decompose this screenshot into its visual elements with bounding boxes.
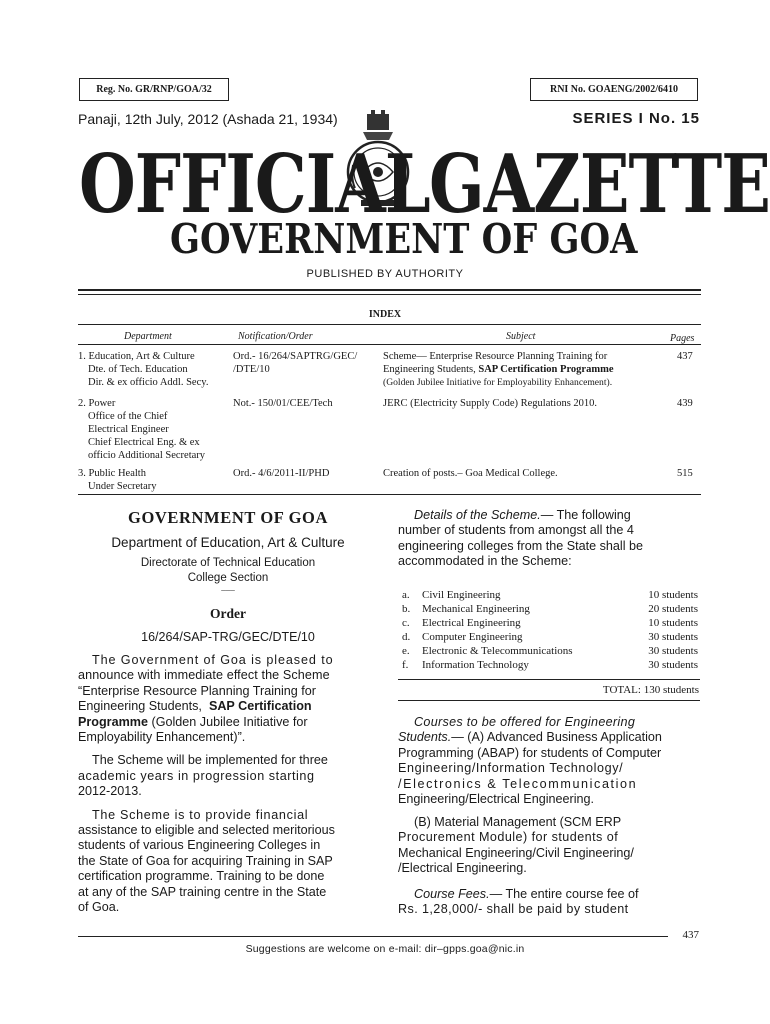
- index-row-3-subject: Creation of posts.– Goa Medical College.: [383, 468, 558, 479]
- order-section: College Section: [187, 572, 269, 584]
- index-row-1-subject: Scheme— Enterprise Resource Planning Training for Engineering Students, SAP Certification Programme (Golden Jubilee Initiative for Employability Enhancement).: [383, 351, 614, 388]
- course-name: Electronic & Telecommunications: [422, 645, 573, 657]
- course-name: Electrical Engineering: [422, 617, 521, 629]
- index-title: INDEX: [368, 309, 402, 320]
- index-row-2-notification: Not.- 150/01/CEE/Tech: [233, 398, 333, 409]
- order-body: The Government of Goa is pleased to announce with immediate effect the Scheme “Enterprise Resource Planning Training for Engineering Students, SAP Certification Programme (Golden Jubilee Initiative for Employability Enhancement)”. The Scheme will be implemented for three academic years in progression starting 2012-2013. The Scheme is to provide financial assistance to eligible and selected meritorious students of various Engineering Colleges in the State of Goa for acquiring Training in SAP certification programme. Training to be done at any of the SAP training centre in the State of Goa.: [78, 653, 335, 915]
- rni-number: RNI No. GOAENG/2002/6410: [549, 84, 679, 95]
- course-name: Civil Engineering: [422, 589, 501, 601]
- course-name: Computer Engineering: [422, 631, 523, 643]
- col-department: Department: [124, 331, 172, 342]
- date-line: Panaji, 12th July, 2012 (Ashada 21, 1934): [78, 111, 338, 127]
- index-row-2-department: 2. Power Office of the Chief Electrical Engineer Chief Electrical Eng. & ex officio Additional Secretary: [78, 398, 206, 461]
- index-row-3-department: 3. Public Health Under Secretary: [78, 468, 157, 492]
- order-government-heading: GOVERNMENT OF GOA: [128, 508, 328, 527]
- course-count: 30 students: [648, 645, 698, 657]
- government-of-goa-heading: GOVERNMENT OF GOA: [170, 214, 638, 264]
- course-count: 10 students: [648, 617, 698, 629]
- course-letter: a.: [402, 589, 410, 601]
- reg-number-box: [79, 78, 229, 101]
- courses-b-paragraph: (B) Material Management (SCM ERP Procurement Module) for students of Mechanical Engineering/Civil Engineering/ /Electrical Engineering.: [398, 815, 634, 876]
- student-allocation-table: [402, 588, 698, 672]
- index-row-1-notification: Ord.- 16/264/SAPTRG/GEC/ /DTE/10: [233, 351, 358, 375]
- title-official: OFFICIAL: [79, 136, 430, 232]
- course-count: 10 students: [648, 589, 698, 601]
- masthead-rule-thin: [78, 294, 701, 295]
- published-by-authority: PUBLISHED BY AUTHORITY: [306, 268, 464, 280]
- course-count: 30 students: [648, 659, 698, 671]
- details-paragraph: Details of the Scheme.— The following number of students from amongst all the 4 engineering colleges from the State shall be accommodated in the Scheme:: [398, 508, 644, 569]
- rni-number-box: [530, 78, 698, 101]
- footer-suggestion: Suggestions are welcome on e-mail: dir–gpps.goa@nic.in: [245, 943, 525, 955]
- page-number: 437: [682, 929, 699, 941]
- reg-number: Reg. No. GR/RNP/GOA/32: [96, 84, 212, 95]
- course-row: [402, 658, 698, 672]
- course-letter: c.: [402, 617, 410, 629]
- index-row-3-notification: Ord.- 4/6/2011-II/PHD: [233, 468, 330, 479]
- order-separator: ___: [221, 582, 235, 592]
- footer-rule: [78, 936, 668, 937]
- course-row: [402, 602, 698, 616]
- series-number: SERIES I No. 15: [572, 110, 700, 127]
- course-letter: b.: [402, 603, 411, 615]
- course-letter: d.: [402, 631, 411, 643]
- fees-paragraph: Course Fees.— The entire course fee of Rs. 1,28,000/- shall be paid by student: [398, 887, 639, 917]
- masthead-rule: [78, 289, 701, 291]
- course-count: 30 students: [648, 631, 698, 643]
- index-rule-top: [78, 324, 701, 325]
- index-row-3-page: 515: [677, 468, 693, 479]
- course-row: [402, 616, 698, 630]
- order-department: Department of Education, Art & Culture: [111, 535, 345, 550]
- index-row-1-page: 437: [677, 351, 693, 362]
- order-directorate: Directorate of Technical Education: [140, 557, 316, 569]
- course-row: [402, 630, 698, 644]
- col-notification: Notification/Order: [238, 331, 313, 342]
- index-rule-bottom: [78, 494, 701, 495]
- course-row: [402, 588, 698, 602]
- col-pages: Pages: [670, 333, 695, 344]
- index-row-2-page: 439: [677, 398, 693, 409]
- index-row-1-department: 1. Education, Art & Culture Dte. of Tech. Education Dir. & ex officio Addl. Secy.: [78, 351, 209, 388]
- allocation-rule: [398, 679, 700, 680]
- index-rule-header: [78, 344, 701, 345]
- order-number: 16/264/SAP-TRG/GEC/DTE/10: [141, 630, 315, 644]
- order-title: Order: [210, 606, 246, 621]
- course-count: 20 students: [648, 603, 698, 615]
- course-name: Information Technology: [422, 659, 529, 671]
- course-name: Mechanical Engineering: [422, 603, 530, 615]
- course-letter: e.: [402, 645, 410, 657]
- course-letter: f.: [402, 659, 409, 671]
- course-row: [402, 644, 698, 658]
- title-gazette: GAZETTE: [429, 136, 770, 232]
- allocation-total: TOTAL: 130 students: [602, 684, 699, 696]
- courses-paragraph: Courses to be offered for Engineering Students.— (A) Advanced Business Application Programming (ABAP) for students of Computer Engineering/Information Technology/ /Electronics & Telecommunication Engineering/Electrical Engineering.: [398, 715, 662, 807]
- index-row-2-subject: JERC (Electricity Supply Code) Regulations 2010.: [383, 398, 598, 409]
- col-subject: Subject: [506, 331, 536, 342]
- allocation-rule-bottom: [398, 700, 700, 701]
